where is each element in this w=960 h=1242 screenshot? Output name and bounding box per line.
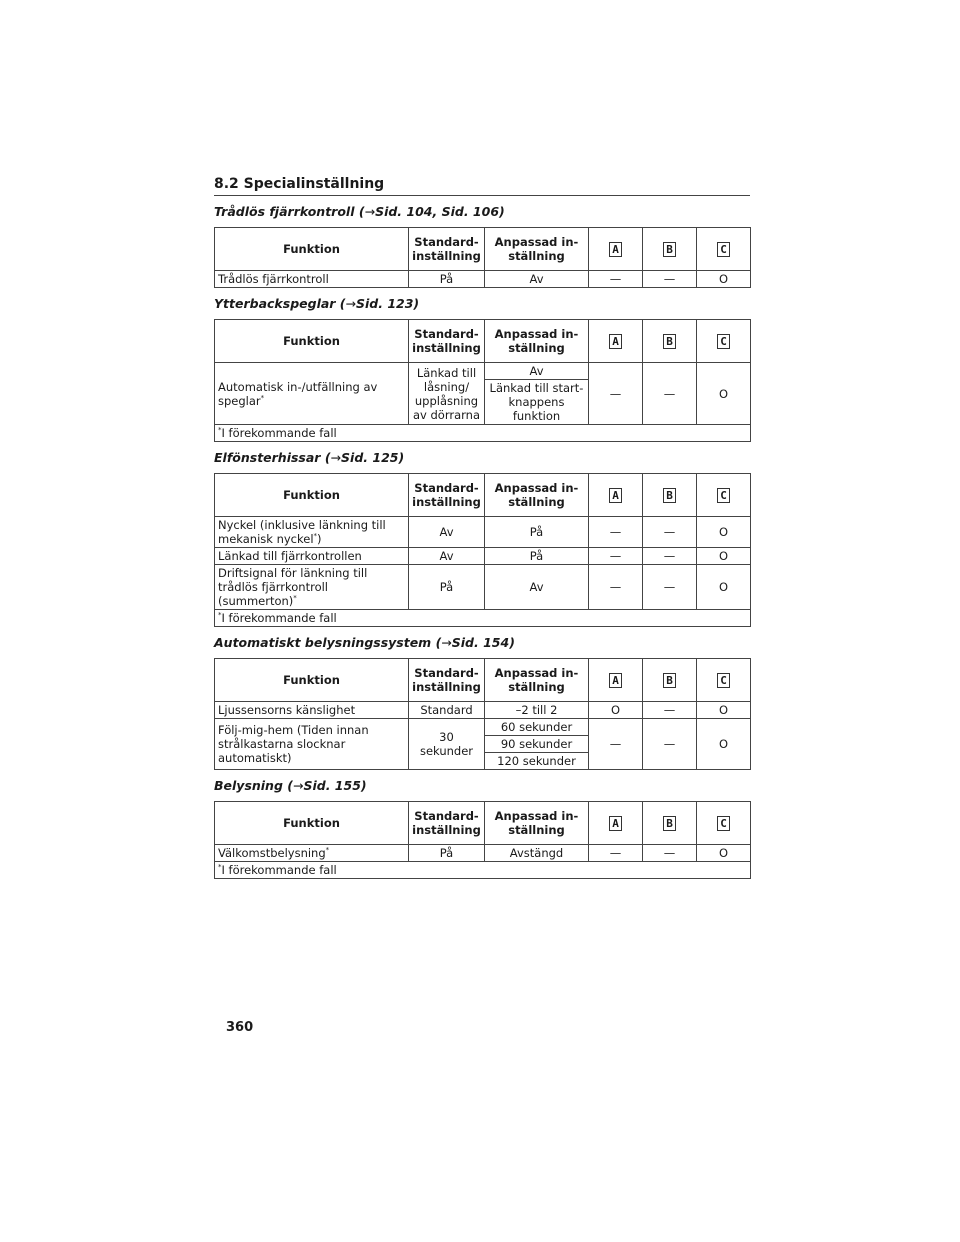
arrow-icon: → (441, 635, 452, 650)
footnote-row: *I förekommande fall (215, 862, 751, 879)
table-header-row: Funktion Standard-inställning Anpassad in-ställning A B C (215, 320, 751, 363)
arrow-icon: → (345, 296, 356, 311)
section-title-remote: Trådlös fjärrkontroll (→Sid. 104, Sid. 106) (214, 204, 505, 219)
table-row: Nyckel (inklusive länkning till mekanisk nyckel*) Av På — — O (215, 517, 751, 548)
table-row: Länkad till fjärrkontrollen Av På — — O (215, 548, 751, 565)
manual-page (214, 176, 750, 887)
footnote-row: *I förekommande fall (215, 425, 751, 442)
section-title-mirrors: Ytterbackspeglar (→Sid. 123) (214, 296, 420, 311)
arrow-icon: → (292, 778, 304, 793)
table-row: Följ-mig-hem (Tiden innan strålkastarna slocknar automatiskt) 30 sekunder 60 sekunder — — O (215, 719, 751, 736)
column-c-icon: C (717, 242, 730, 257)
column-a-icon: A (609, 488, 622, 503)
column-c-icon: C (717, 334, 730, 349)
chapter-heading: 8.2 Specialinställning (214, 176, 750, 196)
settings-table-illumination (214, 801, 751, 879)
table-row: Ljussensorns känslighet Standard –2 till 2 O — O (215, 702, 751, 719)
settings-table-remote (214, 227, 751, 288)
settings-table-windows (214, 473, 751, 627)
header-function: Funktion (215, 228, 409, 271)
column-b-icon: B (663, 488, 676, 503)
column-b-icon: B (663, 816, 676, 831)
column-b-icon: B (663, 673, 676, 688)
table-row: Trådlös fjärrkontroll På Av — — O (215, 271, 751, 288)
section-title-windows: Elfönsterhissar (→Sid. 125) (214, 450, 405, 465)
section-title-illumination: Belysning (→Sid. 155) (214, 778, 367, 793)
header-standard: Standard-inställning (409, 228, 485, 271)
table-header-row (215, 228, 751, 271)
footnote-marker: * (260, 393, 265, 402)
page-number: 360 (226, 1020, 254, 1035)
table-row: Automatisk in-/utfällning av speglar* Länkad till låsning/ upplåsning av dörrarna Av — — O (215, 363, 751, 380)
arrow-icon: → (364, 204, 376, 219)
settings-table-lighting-system: Funktion Standard-inställning Anpassad in-ställning A B C Ljussensorns känslighet Standard –2 till 2 O — O Följ-mig-hem (Tiden innan strålkastarna slocknar automatiskt) 30 sekunder 60 sekunder — — O 90 sekunder 120 sekunder (214, 658, 751, 770)
table-header-row: Funktion Standard-inställning Anpassad in-ställning A B C (215, 659, 751, 702)
column-c-icon: C (717, 816, 730, 831)
column-b-icon: B (663, 334, 676, 349)
column-b-icon: B (663, 242, 676, 257)
footnote-row: *I förekommande fall (215, 610, 751, 627)
arrow-icon: → (330, 450, 342, 465)
column-c-icon: C (717, 488, 730, 503)
table-row: Välkomstbelysning* På Avstängd — — O (215, 845, 751, 862)
table-header-row: Funktion Standard-inställning Anpassad in-ställning A B C (215, 474, 751, 517)
settings-table-mirrors: Funktion Standard-inställning Anpassad in-ställning A B C Automatisk in-/utfällning av speglar* Länkad till låsning/ upplåsning av dörrarna Av — — O Länkad till start-knappens funktion *I förekommande fall (214, 319, 751, 442)
section-title-lighting-system: Automatiskt belysningssystem (→Sid. 154) (214, 635, 515, 650)
table-header-row: Funktion Standard-inställning Anpassad in-ställning A B C (215, 802, 751, 845)
column-a-icon: A (609, 816, 622, 831)
column-a-icon: A (609, 334, 622, 349)
column-c-icon: C (717, 673, 730, 688)
table-row: Driftsignal för länkning till trådlös fjärrkontroll (summerton)* På Av — — O (215, 565, 751, 610)
column-a-icon: A (609, 673, 622, 688)
header-custom: Anpassad in-ställning (485, 228, 589, 271)
column-a-icon: A (609, 242, 622, 257)
